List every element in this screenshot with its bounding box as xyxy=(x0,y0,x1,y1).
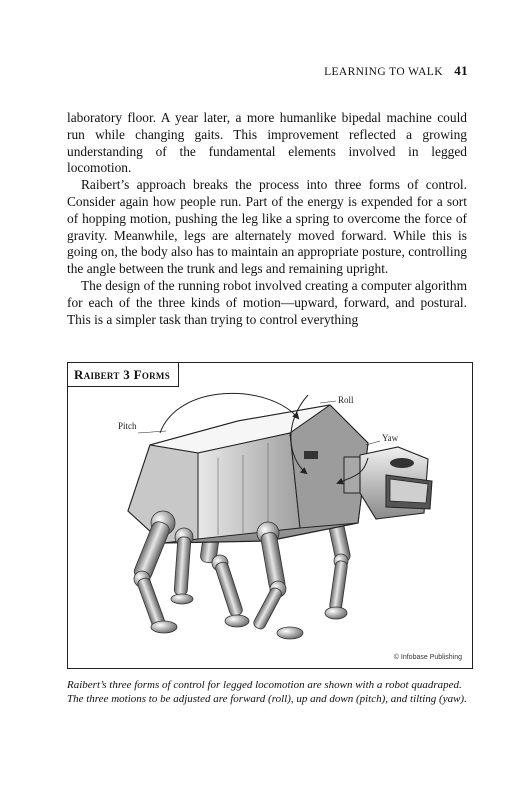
robot-leg-back-near xyxy=(132,511,177,633)
robot-quadruped-illustration xyxy=(68,363,471,667)
body-text xyxy=(67,110,467,328)
running-head xyxy=(324,63,468,79)
robot-leg-front-near xyxy=(252,522,303,639)
figure-caption: Raibert’s three forms of control for legged locomotion are shown with a robot quadraped. The three motions to be adjusted are forward (roll), up and down (pitch), and tilting (yaw). xyxy=(67,679,467,706)
roll-label: Roll xyxy=(338,395,354,405)
figure-credit: © Infobase Publishing xyxy=(393,654,462,661)
paragraph: The design of the running robot involved creating a computer algorithm for each of the three kinds of motion—upward, forward, and postural. This is a simpler task than trying to control everything xyxy=(67,277,467,327)
figure-label: Raibert 3 Forms xyxy=(67,362,179,387)
paragraph: laboratory floor. A year later, a more humanlike bipedal machine could run while changing gaits. This improvement reflected a growing understanding of the fundamental elements involved in legged locomotion. xyxy=(67,110,467,176)
page-number: 41 xyxy=(454,63,468,78)
running-head-title: LEARNING TO WALK xyxy=(324,66,443,78)
pitch-label: Pitch xyxy=(118,421,137,431)
paragraph: Raibert’s approach breaks the process into three forms of control. Consider again how people run. Part of the energy is expended for a sort of hopping motion, pushing the leg like a spring to overcome the force of gravity. Meanwhile, legs are alternately moved forward. While this is going on, the body also has to maintain an appropriate posture, controlling the angle between the trunk and legs and remaining upright. xyxy=(67,177,467,277)
yaw-label: Yaw xyxy=(382,433,399,443)
figure-box xyxy=(67,362,473,669)
